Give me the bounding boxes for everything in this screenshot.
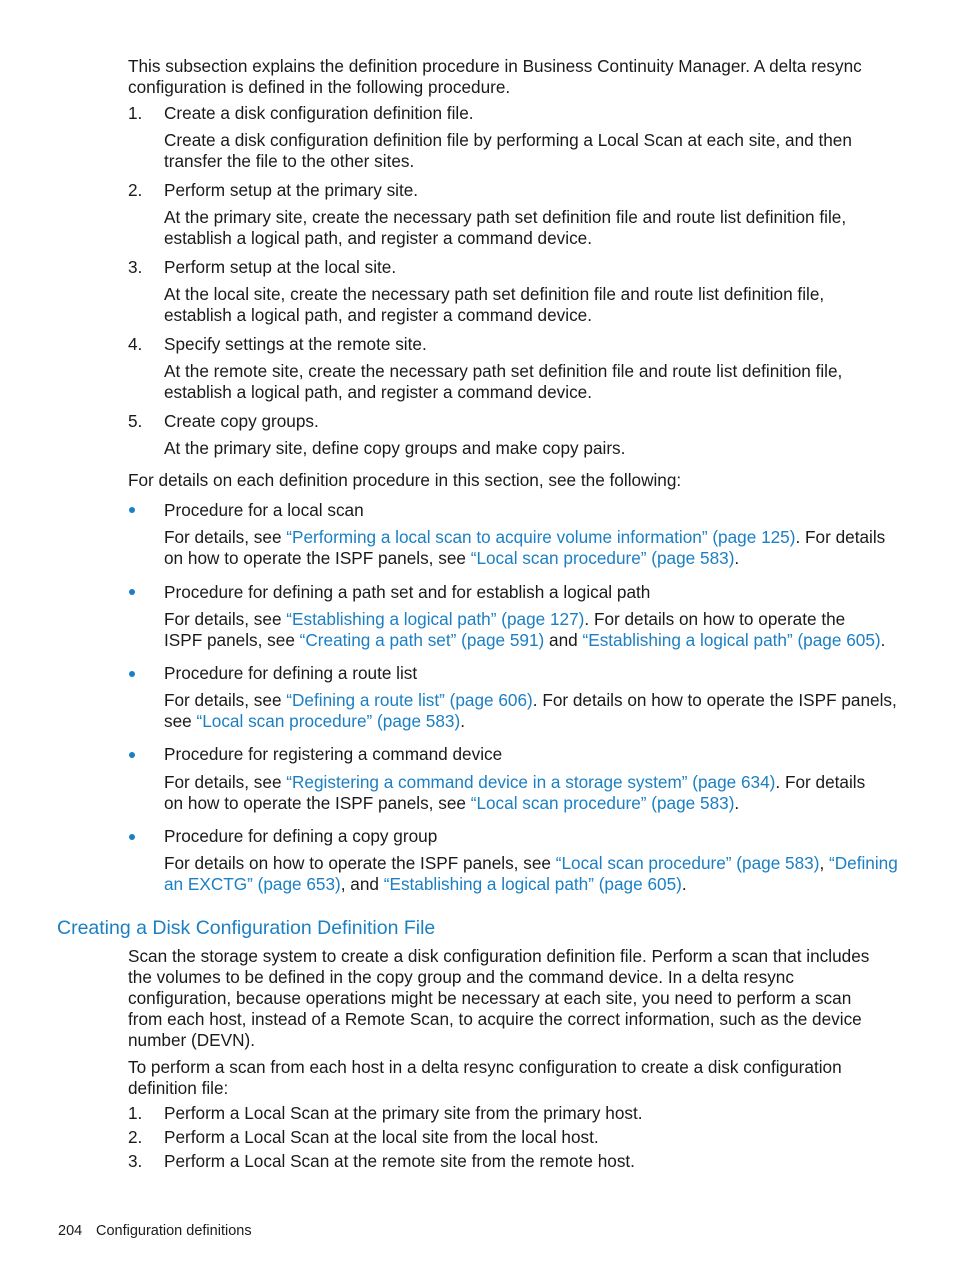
step-number: 3. xyxy=(128,257,143,277)
step-detail: establish a logical path, and register a command device. xyxy=(164,382,593,402)
text: . For details xyxy=(795,527,886,547)
text: , and xyxy=(340,874,384,894)
bullet-icon xyxy=(129,752,135,758)
bullet-icon xyxy=(129,589,135,595)
bullet-title: Procedure for defining a copy group xyxy=(164,826,438,846)
paragraph-line: configuration, because operations might be necessary at each site, you need to perform a scan xyxy=(128,988,852,1008)
step-detail: At the remote site, create the necessary path set definition file and route list definition file, xyxy=(164,361,843,381)
text: For details, see xyxy=(164,527,287,547)
cross-reference-link[interactable]: “Performing a local scan to acquire volume information” (page 125) xyxy=(286,527,796,547)
text: . xyxy=(880,630,886,650)
bullet-icon xyxy=(129,834,135,840)
step-number: 3. xyxy=(128,1151,143,1171)
step-detail: transfer the file to the other sites. xyxy=(164,151,415,171)
step-detail: At the local site, create the necessary path set definition file and route list definition file, xyxy=(164,284,825,304)
text: ISPF panels, see xyxy=(164,630,300,650)
cross-reference-link[interactable]: “Registering a command device in a storage system” (page 634) xyxy=(286,772,776,792)
paragraph-line: number (DEVN). xyxy=(128,1030,256,1050)
step-text: Perform a Local Scan at the remote site from the remote host. xyxy=(164,1151,635,1171)
step-number: 2. xyxy=(128,180,143,200)
text: . xyxy=(734,548,740,568)
text: on how to operate the ISPF panels, see xyxy=(164,793,471,813)
step-number: 1. xyxy=(128,103,143,123)
bullet-detail-line xyxy=(164,772,865,793)
step-number: 4. xyxy=(128,334,143,354)
step-text: Perform a Local Scan at the primary site from the primary host. xyxy=(164,1103,643,1123)
paragraph-line: the volumes to be defined in the copy group and the command device. In a delta resync xyxy=(128,967,794,987)
cross-reference-link[interactable]: “Local scan procedure” (page 583) xyxy=(555,853,820,873)
text: and xyxy=(544,630,583,650)
text: For details on how to operate the ISPF panels, see xyxy=(164,853,556,873)
step-detail: establish a logical path, and register a command device. xyxy=(164,228,593,248)
bullet-detail-line xyxy=(164,548,739,569)
step-number: 5. xyxy=(128,411,143,431)
text: on how to operate the ISPF panels, see xyxy=(164,548,471,568)
cross-reference-link[interactable]: an EXCTG” (page 653) xyxy=(164,874,341,894)
paragraph-line: To perform a scan from each host in a delta resync configuration to create a disk configuration xyxy=(128,1057,842,1077)
bullet-detail-line xyxy=(164,527,885,548)
text: . xyxy=(460,711,465,731)
section-heading: Creating a Disk Configuration Definition File xyxy=(57,917,436,939)
step-detail: At the primary site, define copy groups and make copy pairs. xyxy=(164,438,626,458)
paragraph-line: definition file: xyxy=(128,1078,229,1098)
step-title: Create a disk configuration definition file. xyxy=(164,103,474,123)
details-intro: For details on each definition procedure in this section, see the following: xyxy=(128,470,682,490)
cross-reference-link[interactable]: “Local scan procedure” (page 583) xyxy=(470,793,735,813)
bullet-detail-line xyxy=(164,630,885,651)
bullet-detail-line xyxy=(164,690,897,711)
step-number: 1. xyxy=(128,1103,143,1123)
cross-reference-link[interactable]: “Creating a path set” (page 591) xyxy=(299,630,545,650)
step-text: Perform a Local Scan at the local site from the local host. xyxy=(164,1127,599,1147)
text: For details, see xyxy=(164,772,287,792)
cross-reference-link[interactable]: “Local scan procedure” (page 583) xyxy=(196,711,461,731)
text: . xyxy=(734,793,740,813)
bullet-detail-line xyxy=(164,711,465,732)
text: For details, see xyxy=(164,609,287,629)
text: . For details on how to operate the xyxy=(584,609,846,629)
cross-reference-link[interactable]: “Establishing a logical path” (page 605) xyxy=(383,874,682,894)
bullet-title: Procedure for defining a path set and for establish a logical path xyxy=(164,582,651,602)
paragraph-line: Scan the storage system to create a disk configuration definition file. Perform a scan that includes xyxy=(128,946,870,966)
step-title: Create copy groups. xyxy=(164,411,319,431)
cross-reference-link[interactable]: “Defining xyxy=(829,853,898,873)
step-detail: establish a logical path, and register a command device. xyxy=(164,305,593,325)
cross-reference-link[interactable]: “Local scan procedure” (page 583) xyxy=(470,548,735,568)
bullet-detail-line xyxy=(164,793,739,814)
text: . For details on how to operate the ISPF panels, xyxy=(532,690,897,710)
bullet-icon xyxy=(129,507,135,513)
page-number: 204 xyxy=(58,1223,83,1239)
step-number: 2. xyxy=(128,1127,143,1147)
bullet-title: Procedure for defining a route list xyxy=(164,663,418,683)
footer-title: Configuration definitions xyxy=(96,1223,252,1239)
step-title: Specify settings at the remote site. xyxy=(164,334,427,354)
bullet-icon xyxy=(129,671,135,677)
cross-reference-link[interactable]: “Establishing a logical path” (page 605) xyxy=(582,630,881,650)
intro-line-1: This subsection explains the definition procedure in Business Continuity Manager. A delta resync xyxy=(128,56,862,76)
step-title: Perform setup at the local site. xyxy=(164,257,397,277)
text: . For details xyxy=(775,772,866,792)
intro-line-2: configuration is defined in the following procedure. xyxy=(128,77,511,97)
text: For details, see xyxy=(164,690,287,710)
bullet-detail-line xyxy=(164,874,687,895)
step-detail: At the primary site, create the necessary path set definition file and route list definition file, xyxy=(164,207,847,227)
step-title: Perform setup at the primary site. xyxy=(164,180,419,200)
bullet-detail-line xyxy=(164,609,845,630)
step-detail: Create a disk configuration definition file by performing a Local Scan at each site, and then xyxy=(164,130,852,150)
bullet-detail-line xyxy=(164,853,898,874)
text: . xyxy=(681,874,687,894)
text: , xyxy=(819,853,829,873)
paragraph-line: from each host, instead of a Remote Scan, to acquire the correct information, such as the device xyxy=(128,1009,862,1029)
cross-reference-link[interactable]: “Establishing a logical path” (page 127) xyxy=(286,609,585,629)
bullet-title: Procedure for a local scan xyxy=(164,500,364,520)
text: see xyxy=(164,711,197,731)
bullet-title: Procedure for registering a command device xyxy=(164,744,503,764)
cross-reference-link[interactable]: “Defining a route list” (page 606) xyxy=(286,690,533,710)
